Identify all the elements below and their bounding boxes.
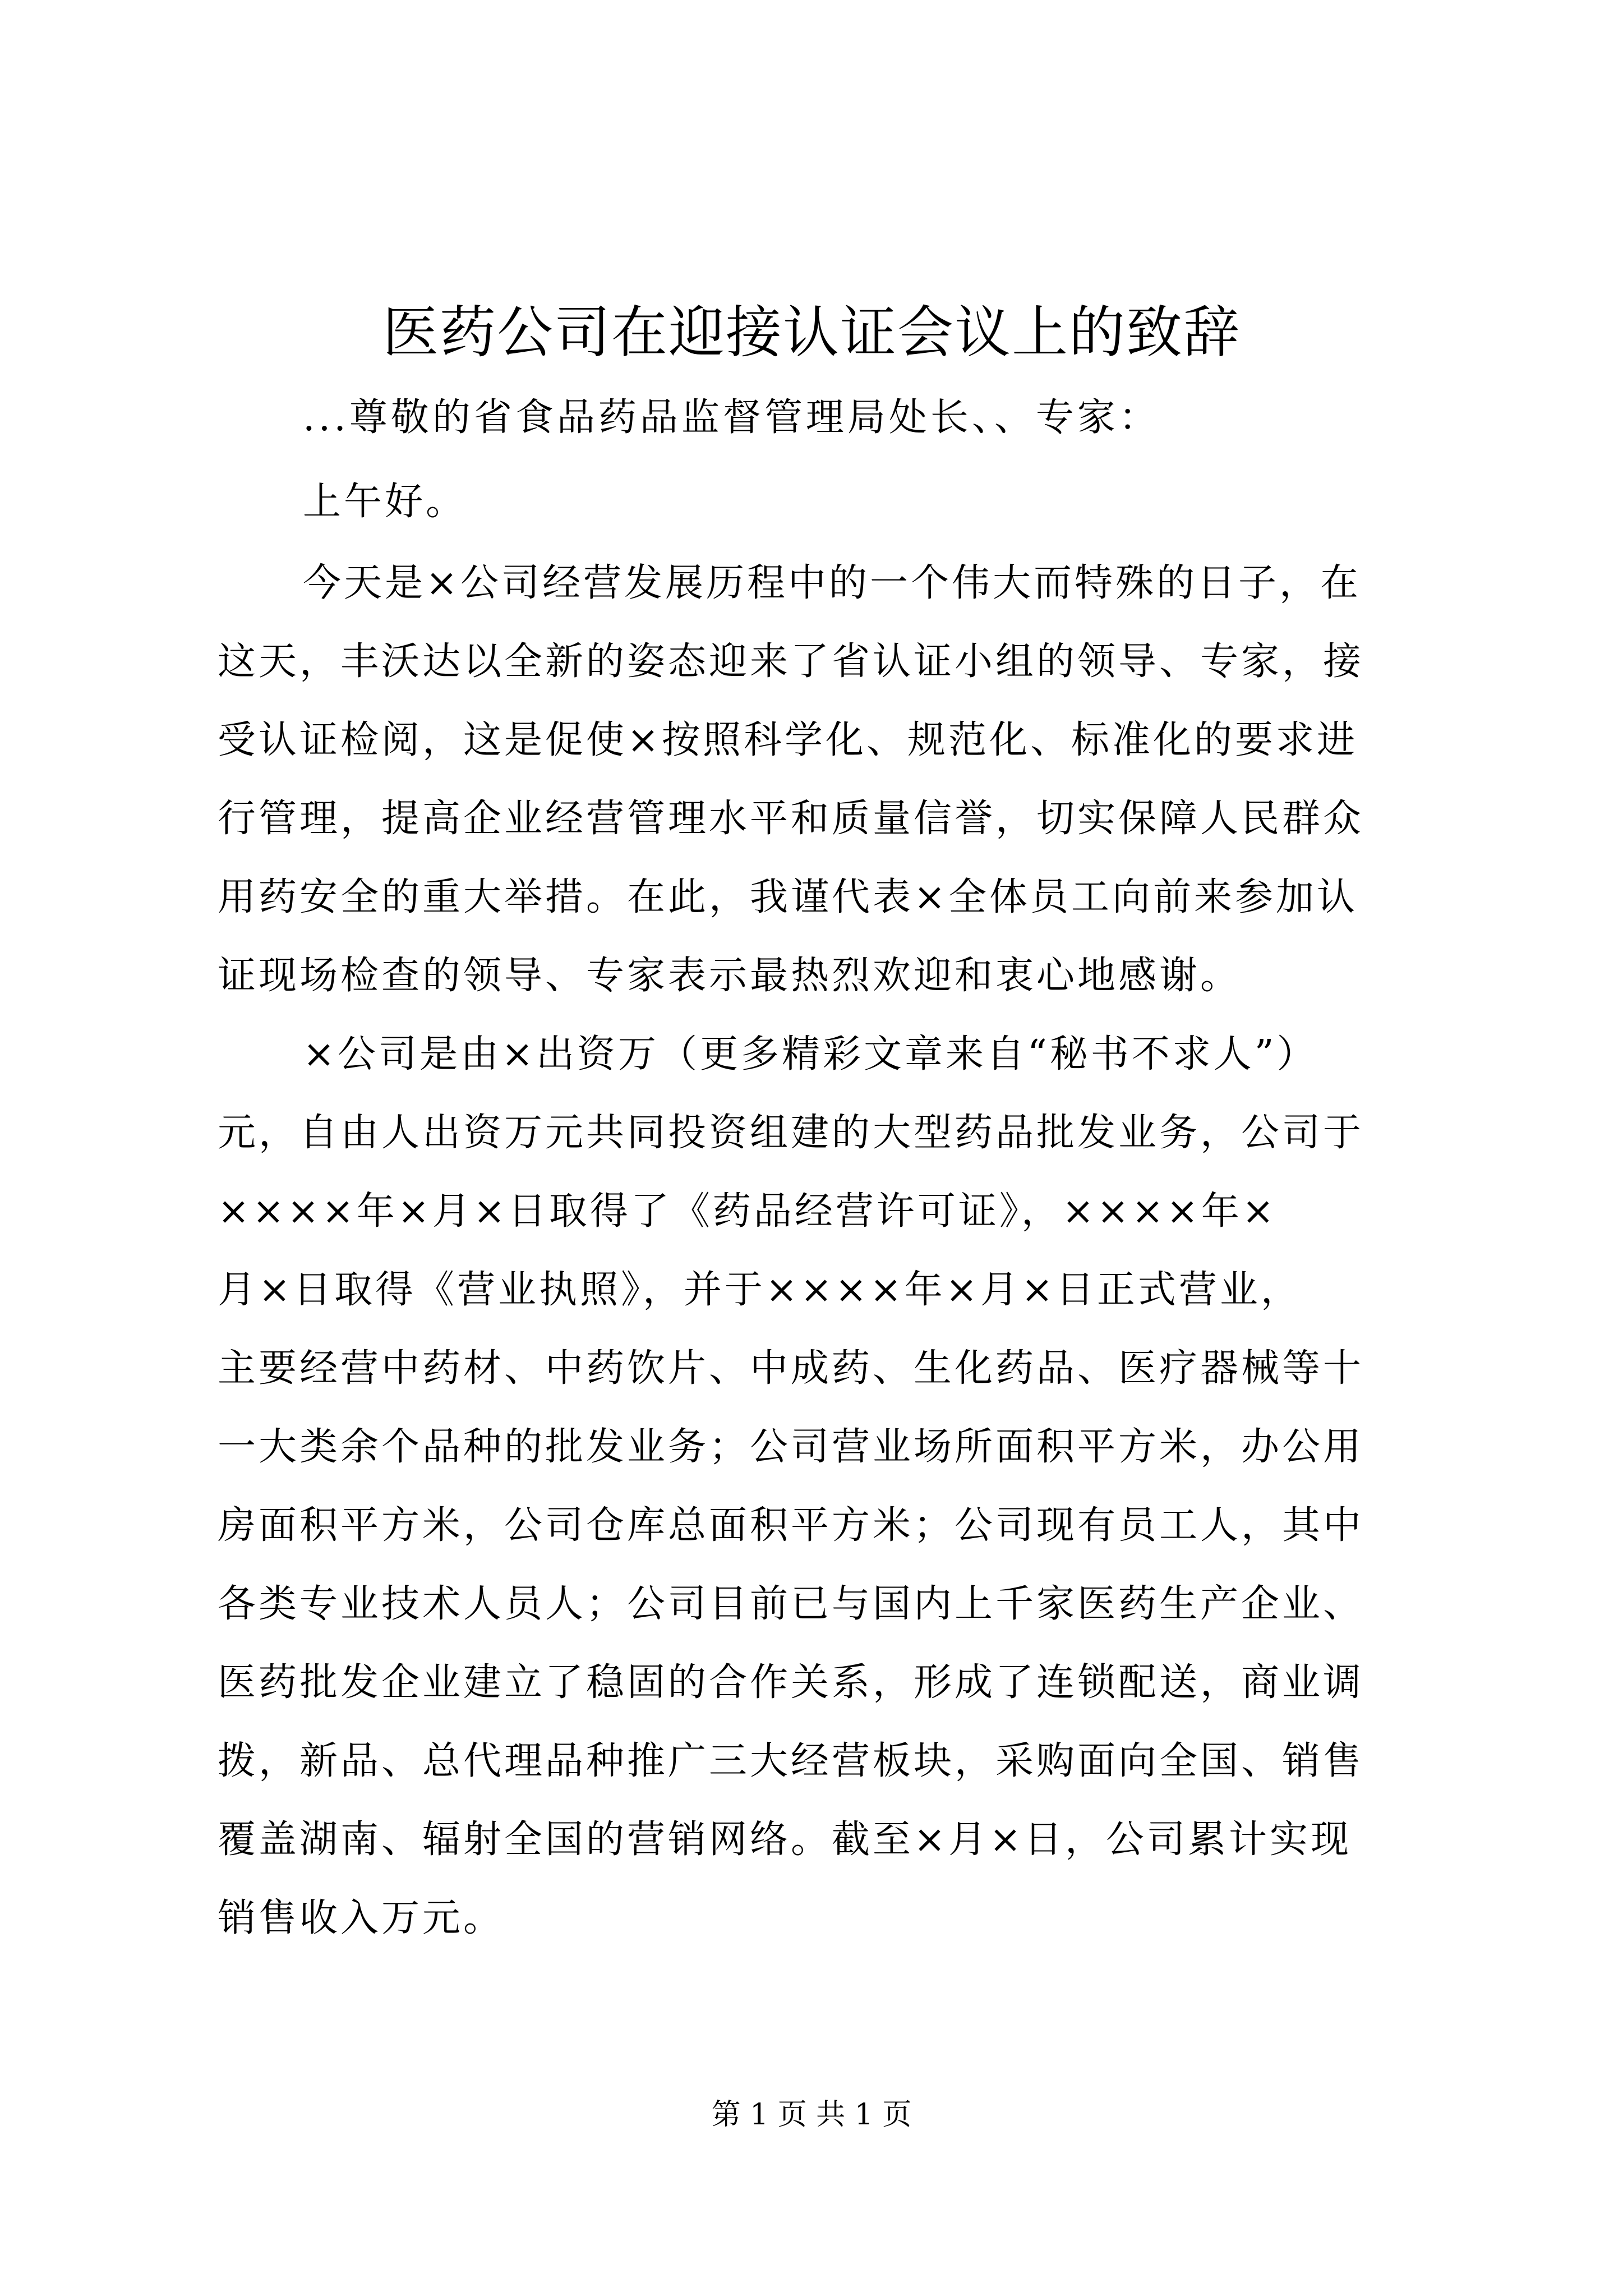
body-line: 房面积平方米，公司仓库总面积平方米；公司现有员工人，其中 xyxy=(218,1503,1364,1548)
document-title: 医药公司在迎接认证会议上的致辞 xyxy=(382,300,1241,365)
body-line: 销售收入万元。 xyxy=(218,1896,505,1940)
body-line: ××××年×月×日取得了《药品经营许可证》，××××年× xyxy=(218,1189,1277,1234)
body-line: 受认证检阅，这是促使×按照科学化、规范化、标准化的要求进 xyxy=(218,718,1358,762)
body-line: 覆盖湖南、辐射全国的营销网络。截至×月×日，公司累计实现 xyxy=(218,1818,1352,1862)
body-line: 医药批发企业建立了稳固的合作关系，形成了连锁配送，商业调 xyxy=(218,1660,1364,1705)
greeting-line: 上午好。 xyxy=(303,480,467,524)
body-line: 一大类余个品种的批发业务；公司营业场所面积平方米，办公用 xyxy=(218,1425,1364,1469)
body-line: 用药安全的重大举措。在此，我谨代表×全体员工向前来参加认 xyxy=(218,875,1358,919)
salutation-line: ...尊敬的省食品药品监督管理局处长、、专家： xyxy=(303,395,1160,440)
body-line: 元，自由人出资万元共同投资组建的大型药品批发业务，公司于 xyxy=(218,1111,1364,1155)
body-line: 证现场检查的领导、专家表示最热烈欢迎和衷心地感谢。 xyxy=(218,954,1242,998)
body-line: 这天，丰沃达以全新的姿态迎来了省认证小组的领导、专家，接 xyxy=(218,639,1364,684)
body-line: 行管理，提高企业经营管理水平和质量信誉，切实保障人民群众 xyxy=(218,797,1364,841)
body-line: ×公司是由×出资万（更多精彩文章来自“秘书不求人”） xyxy=(303,1032,1318,1076)
body-line: 拨，新品、总代理品种推广三大经营板块，采购面向全国、销售 xyxy=(218,1739,1364,1783)
page-footer: 第 1 页 共 1 页 xyxy=(711,2098,912,2132)
body-line: 各类专业技术人员人；公司目前已与国内上千家医药生产企业、 xyxy=(218,1582,1364,1626)
body-line: 今天是×公司经营发展历程中的一个伟大而特殊的日子，在 xyxy=(303,561,1361,605)
body-line: 主要经营中药材、中药饮片、中成药、生化药品、医疗器械等十 xyxy=(218,1346,1364,1391)
body-line: 月×日取得《营业执照》，并于××××年×月×日正式营业， xyxy=(218,1268,1302,1312)
